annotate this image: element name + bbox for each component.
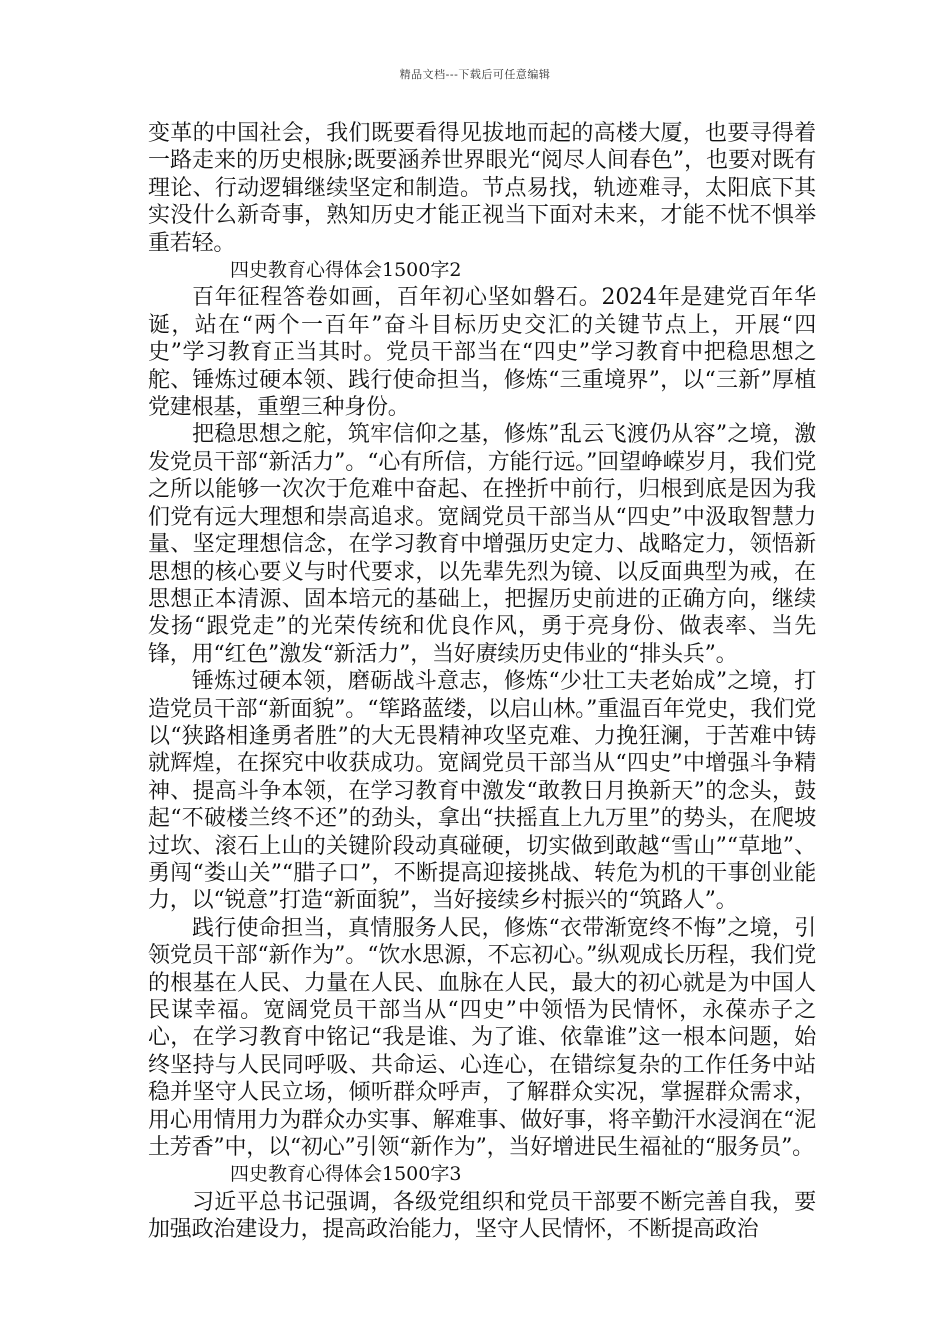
paragraph-mission: 践行使命担当，真情服务人民，修炼“衣带渐宽终不悔”之境，引领党员干部“新作为”。“饮水思源，不忘初心。”纵观成长历程，我们党的根基在人民、力量在人民、血脉在人民，最大的初心就是为中国人民谋幸福。宽阔党员干部当从“四史”中领悟为民情怀，永葆赤子之心，在学习教育中铭记“我是谁、为了谁、依靠谁”这一根本问题，始终坚持与人民同呼吸、共命运、心连心，在错综复杂的工作任务中站稳并坚守人民立场，倾听群众呼声，了解群众实况，掌握群众需求，用心用情用力为群众办实事、解难事、做好事，将辛勤汗水浸润在“泥土芳香”中，以“初心”引领“新作为”，当好增进民生福祉的“服务员”。 xyxy=(148,915,816,1161)
page-header: 精品文档---下载后可任意编辑 xyxy=(399,68,551,81)
document-body xyxy=(148,120,816,1244)
paragraph-section-3-start: 习近平总书记强调，各级党组织和党员干部要不断完善自我，要加强政治建设力，提高政治能力，坚守人民情怀，不断提高政治 xyxy=(148,1189,816,1243)
paragraph-continuation: 变革的中国社会，我们既要看得见拔地而起的高楼大厦，也要寻得着一路走来的历史根脉;既要涵养世界眼光“阅尽人间春色”，也要对既有理论、行动逻辑继续坚定和制造。节点易找，轨迹难寻，太阳底下其实没什么新奇事，熟知历史才能正视当下面对未来，才能不忧不惧举重若轻。 xyxy=(148,121,816,256)
paragraph-intro: 百年征程答卷如画，百年初心坚如磐石。2024年是建党百年华诞，站在“两个一百年”奋斗目标历史交汇的关键节点上，开展“四史”学习教育正当其时。党员干部当在“四史”学习教育中把稳思想之舵、锤炼过硬本领、践行使命担当，修炼“三重境界”，以“三新”厚植党建根基，重塑三种身份。 xyxy=(148,285,816,421)
section-heading-3: 四史教育心得体会1500字3 xyxy=(230,1163,462,1186)
section-heading-2: 四史教育心得体会1500字2 xyxy=(230,259,462,282)
paragraph-skills: 锤炼过硬本领，磨砺战斗意志，修炼“少壮工夫老始成”之境，打造党员干部“新面貌”。“筚路蓝缕，以启山林。”重温百年党史，我们党以“狭路相逢勇者胜”的大无畏精神攻坚克难、力挽狂澜，于苦难中铸就辉煌，在探究中收获成功。宽阔党员干部当从“四史”中增强斗争精神、提高斗争本领，在学习教育中激发“敢教日月换新天”的念头，鼓起“不破楼兰终不还”的劲头，拿出“扶摇直上九万里”的势头，在爬坡过坎、滚石上山的关键阶段动真碰硬，切实做到敢越“雪山”“草地”、勇闯“娄山关”“腊子口”，不断提高迎接挑战、转危为机的干事创业能力，以“锐意”打造“新面貌”，当好接续乡村振兴的“筑路人”。 xyxy=(148,669,816,914)
paragraph-thought: 把稳思想之舵，筑牢信仰之基，修炼”乱云飞渡仍从容”之境，激发党员干部“新活力”。“心有所信，方能行远。”回望峥嵘岁月，我们党之所以能够一次次于危难中奋起、在挫折中前行，归根到底是因为我们党有远大理想和崇高追求。宽阔党员干部当从“四史”中汲取智慧力量、坚定理想信念，在学习教育中增强历史定力、战略定力，领悟新思想的核心要义与时代要求，以先辈先烈为镜、以反面典型为戒，在思想正本清源、固本培元的基础上，把握历史前进的正确方向，继续发扬“跟党走”的光荣传统和优良作风，勇于亮身份、做表率、当先锋，用“红色”激发“新活力”，当好赓续历史伟业的“排头兵”。 xyxy=(148,422,816,667)
